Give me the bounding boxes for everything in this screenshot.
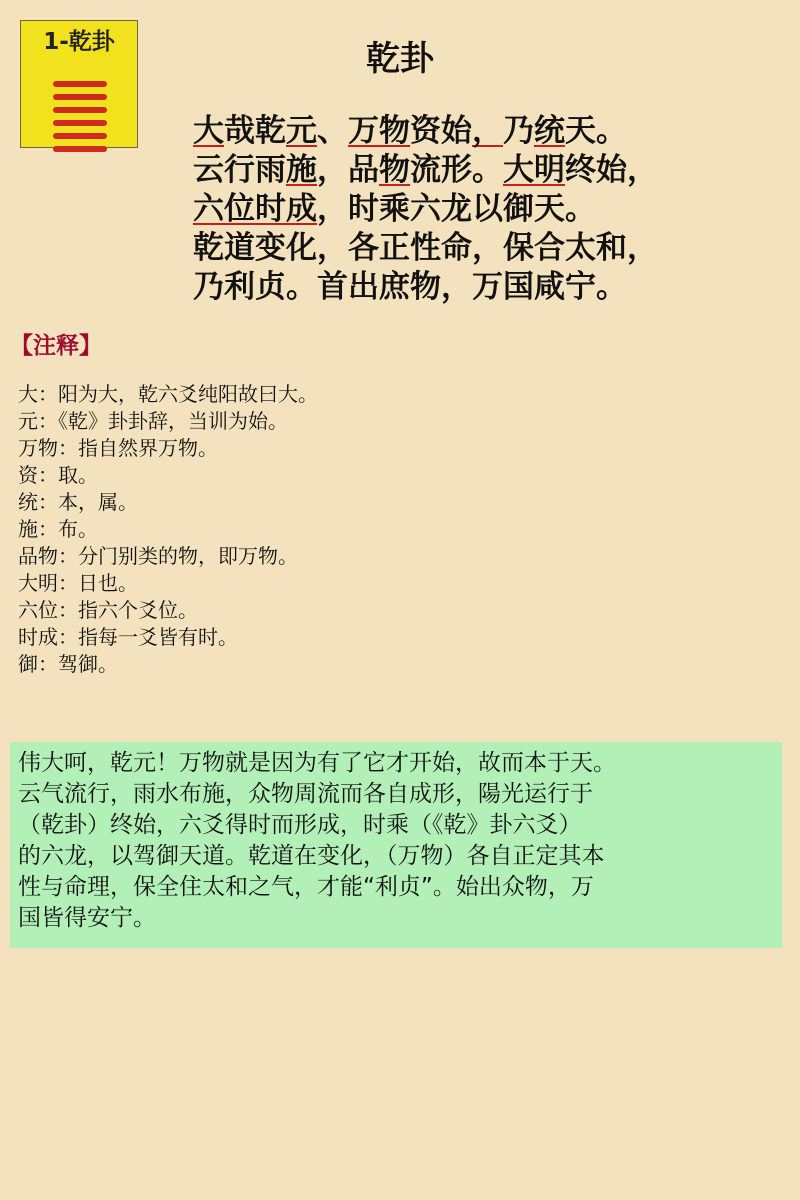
hexagram-line-1 bbox=[53, 81, 107, 87]
note-item: 大：阳为大，乾六爻纯阳故曰大。 bbox=[18, 382, 318, 406]
translation-line: 性与命理，保全住太和之气，才能“利贞”。始出众物，万 bbox=[18, 874, 594, 900]
note-item: 六位：指六个爻位。 bbox=[18, 598, 198, 622]
hexagram-line-6 bbox=[53, 146, 107, 152]
verse-line: 乃利贞。首出庶物，万国咸宁。 bbox=[193, 269, 627, 305]
page-title: 乾卦 bbox=[366, 39, 434, 79]
annotated-term: 元 bbox=[286, 113, 317, 149]
note-item: 万物：指自然界万物。 bbox=[18, 436, 218, 460]
translation-line: 云气流行，雨水布施，众物周流而各自成形，陽光运行于 bbox=[18, 781, 593, 807]
translation-box bbox=[10, 742, 782, 948]
note-item: 统：本，属。 bbox=[18, 490, 138, 514]
annotated-term: 六位时成 bbox=[193, 191, 317, 227]
verse-line: 六位时成，时乘六龙以御天。 bbox=[193, 191, 596, 227]
annotated-term: 施 bbox=[286, 152, 317, 188]
annotated-term: ， bbox=[472, 113, 503, 149]
annotated-term: 大 bbox=[193, 113, 224, 149]
note-item: 元：《乾》卦卦辞，当训为始。 bbox=[18, 409, 288, 433]
annotated-term: 大明 bbox=[503, 152, 565, 188]
verse-line: 大哉乾元、万物资始，乃统天。 bbox=[193, 113, 627, 149]
translation-line: 伟大呵，乾元！万物就是因为有了它才开始，故而本于天。 bbox=[18, 750, 616, 776]
hexagram-line-5 bbox=[53, 133, 107, 139]
hexagram-badge bbox=[20, 20, 138, 148]
note-item: 时成：指每一爻皆有时。 bbox=[18, 625, 238, 649]
note-item: 品物：分门别类的物，即万物。 bbox=[18, 544, 298, 568]
verse-line: 乾道变化，各正性命，保合太和， bbox=[193, 230, 658, 266]
annotated-term: 万物 bbox=[348, 113, 410, 149]
hexagram-line-2 bbox=[53, 94, 107, 100]
translation-line: （乾卦）终始，六爻得时而形成，时乘（《乾》卦六爻） bbox=[18, 812, 582, 838]
hexagram-line-4 bbox=[53, 120, 107, 126]
note-item: 御：驾御。 bbox=[18, 652, 118, 676]
verse-text bbox=[193, 112, 793, 307]
note-item: 大明：日也。 bbox=[18, 571, 138, 595]
annotated-term: 物 bbox=[379, 152, 410, 188]
translation-line: 的六龙，以驾御天道。乾道在变化，（万物）各自正定其本 bbox=[18, 843, 605, 869]
annotated-term: 统 bbox=[534, 113, 565, 149]
notes-heading: 【注释】 bbox=[10, 333, 102, 359]
note-item: 施：布。 bbox=[18, 517, 98, 541]
notes-list bbox=[18, 381, 788, 678]
verse-line: 云行雨施，品物流形。大明终始， bbox=[193, 152, 658, 188]
hexagram-icon bbox=[53, 77, 107, 167]
badge-label: 1-乾卦 bbox=[43, 29, 115, 55]
hexagram-line-3 bbox=[53, 107, 107, 113]
translation-line: 国皆得安宁。 bbox=[18, 905, 156, 931]
note-item: 资：取。 bbox=[18, 463, 98, 487]
